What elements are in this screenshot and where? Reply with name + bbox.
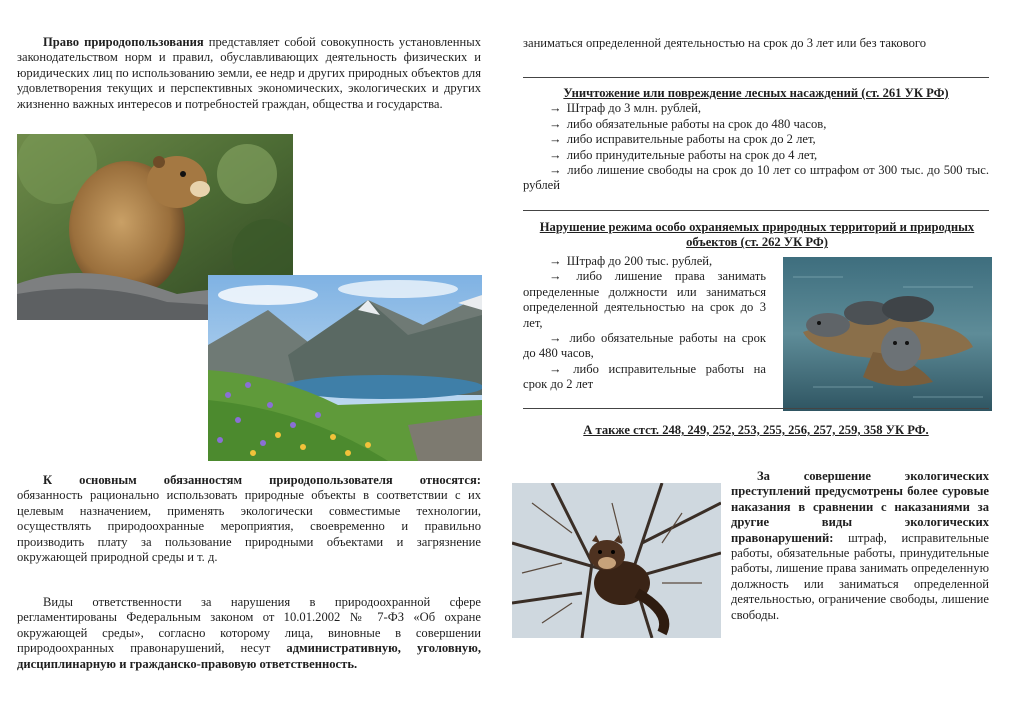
liability-text: Виды ответственности за нарушения в природоохранной сфере регламентированы Федеральным законом от 10.01.2002 № 7-ФЗ «Об охране окружающей среды», согласно которому лица, виновные в совершении природоохранных правонарушений, несут [17, 595, 481, 656]
art261-item-0: → Штраф до 3 млн. рублей, [549, 101, 702, 116]
art261-item-4: → либо лишение свободы на срок до 10 лет со штрафом от 300 тыс. до 500 тыс. рублей [523, 163, 989, 193]
art261-title: Уничтожение или повреждение лесных насаждений (ст. 261 УК РФ) [563, 86, 949, 100]
intro-term: Право природопользования [43, 35, 204, 49]
liability-paragraph [17, 595, 481, 672]
liability-types: административную, уголовную, дисциплинарную и гражданско-правовую ответственность. [17, 641, 481, 671]
crimes-bold: За совершение экологических преступлений предусмотрены более суровые наказания в сравнении с наказаниями за другие виды экологических правонарушений: [731, 469, 989, 545]
arrow-icon: → [549, 254, 562, 268]
mountain-lake-photo [208, 275, 482, 461]
duties-text: обязанность рационально использовать природные объекты в соответствии с их целевым назначением, применять экологически совместимые технологии, осуществлять природоохранные мероприятия, своевременно и правильно производить плату за пользование природными объектами и загрязнение окружающей природной среды и т. д. [17, 488, 481, 565]
top-continuation: заниматься определенной деятельностью на срок до 3 лет или без такового [523, 36, 927, 50]
art261-item-1: → либо обязательные работы на срок до 480 часов, [549, 116, 827, 131]
arrow-icon: → [549, 116, 562, 131]
art261-item-2: → либо исправительные работы на срок до 2 лет, [549, 132, 816, 147]
duties-block [17, 473, 481, 565]
arrow-icon: → [549, 147, 562, 162]
art262-item-2: → либо обязательные работы на срок до 480 часов, [523, 331, 766, 361]
art262-title: Нарушение режима особо охраняемых природных территорий и природных объектов (ст. 262 УК РФ) [539, 220, 975, 250]
art262-item-0: → Штраф до 200 тыс. рублей, [549, 254, 713, 268]
divider-1 [523, 77, 989, 78]
crimes-paragraph [731, 469, 989, 623]
seals-photo [783, 257, 992, 411]
art262-item-1: → либо лишение права занимать определенные должности или заниматься определенной деятельностью на срок до 3 лет, [523, 269, 766, 330]
crimes-text: штраф, исправительные работы, обязательные работы, принудительные работы, лишение права занимать определенную должность или заниматься определенной деятельностью, ограничение свободы, лишение свободы. [731, 530, 989, 622]
mountain-lake-image [208, 275, 482, 461]
arrow-icon: → [549, 361, 562, 376]
arrow-icon: → [549, 101, 562, 116]
sable-image [512, 483, 721, 638]
intro-text: представляет собой совокупность установленных законодательством норм и правил, обуславливающих деятельность физических и юридических лиц по использованию земли, ее недр и других природных объектов для удовлетворения текущих и перспективных экономических, экологических и других жизненно важных интересов и потребностей граждан, общества и государства. [17, 35, 481, 111]
arrow-icon: → [549, 163, 562, 178]
art262-items [523, 254, 766, 393]
seals-image [783, 257, 992, 411]
arrow-icon: → [549, 269, 562, 284]
duties-heading: К основным обязанностям природопользователя относятся: [43, 473, 481, 487]
also-articles: А также стст. 248, 249, 252, 253, 255, 256, 257, 259, 358 УК РФ. [583, 423, 929, 437]
art262-title-block [535, 220, 979, 251]
art262-item-3: → либо исправительные работы на срок до 2 лет [523, 361, 766, 392]
art261-block [523, 86, 989, 194]
arrow-icon: → [549, 331, 562, 346]
divider-3 [523, 408, 989, 409]
sable-photo [512, 483, 721, 638]
arrow-icon: → [549, 132, 562, 147]
intro-paragraph [17, 35, 481, 112]
divider-2 [523, 210, 989, 211]
art261-item-3: → либо принудительные работы на срок до 4 лет, [549, 147, 818, 162]
